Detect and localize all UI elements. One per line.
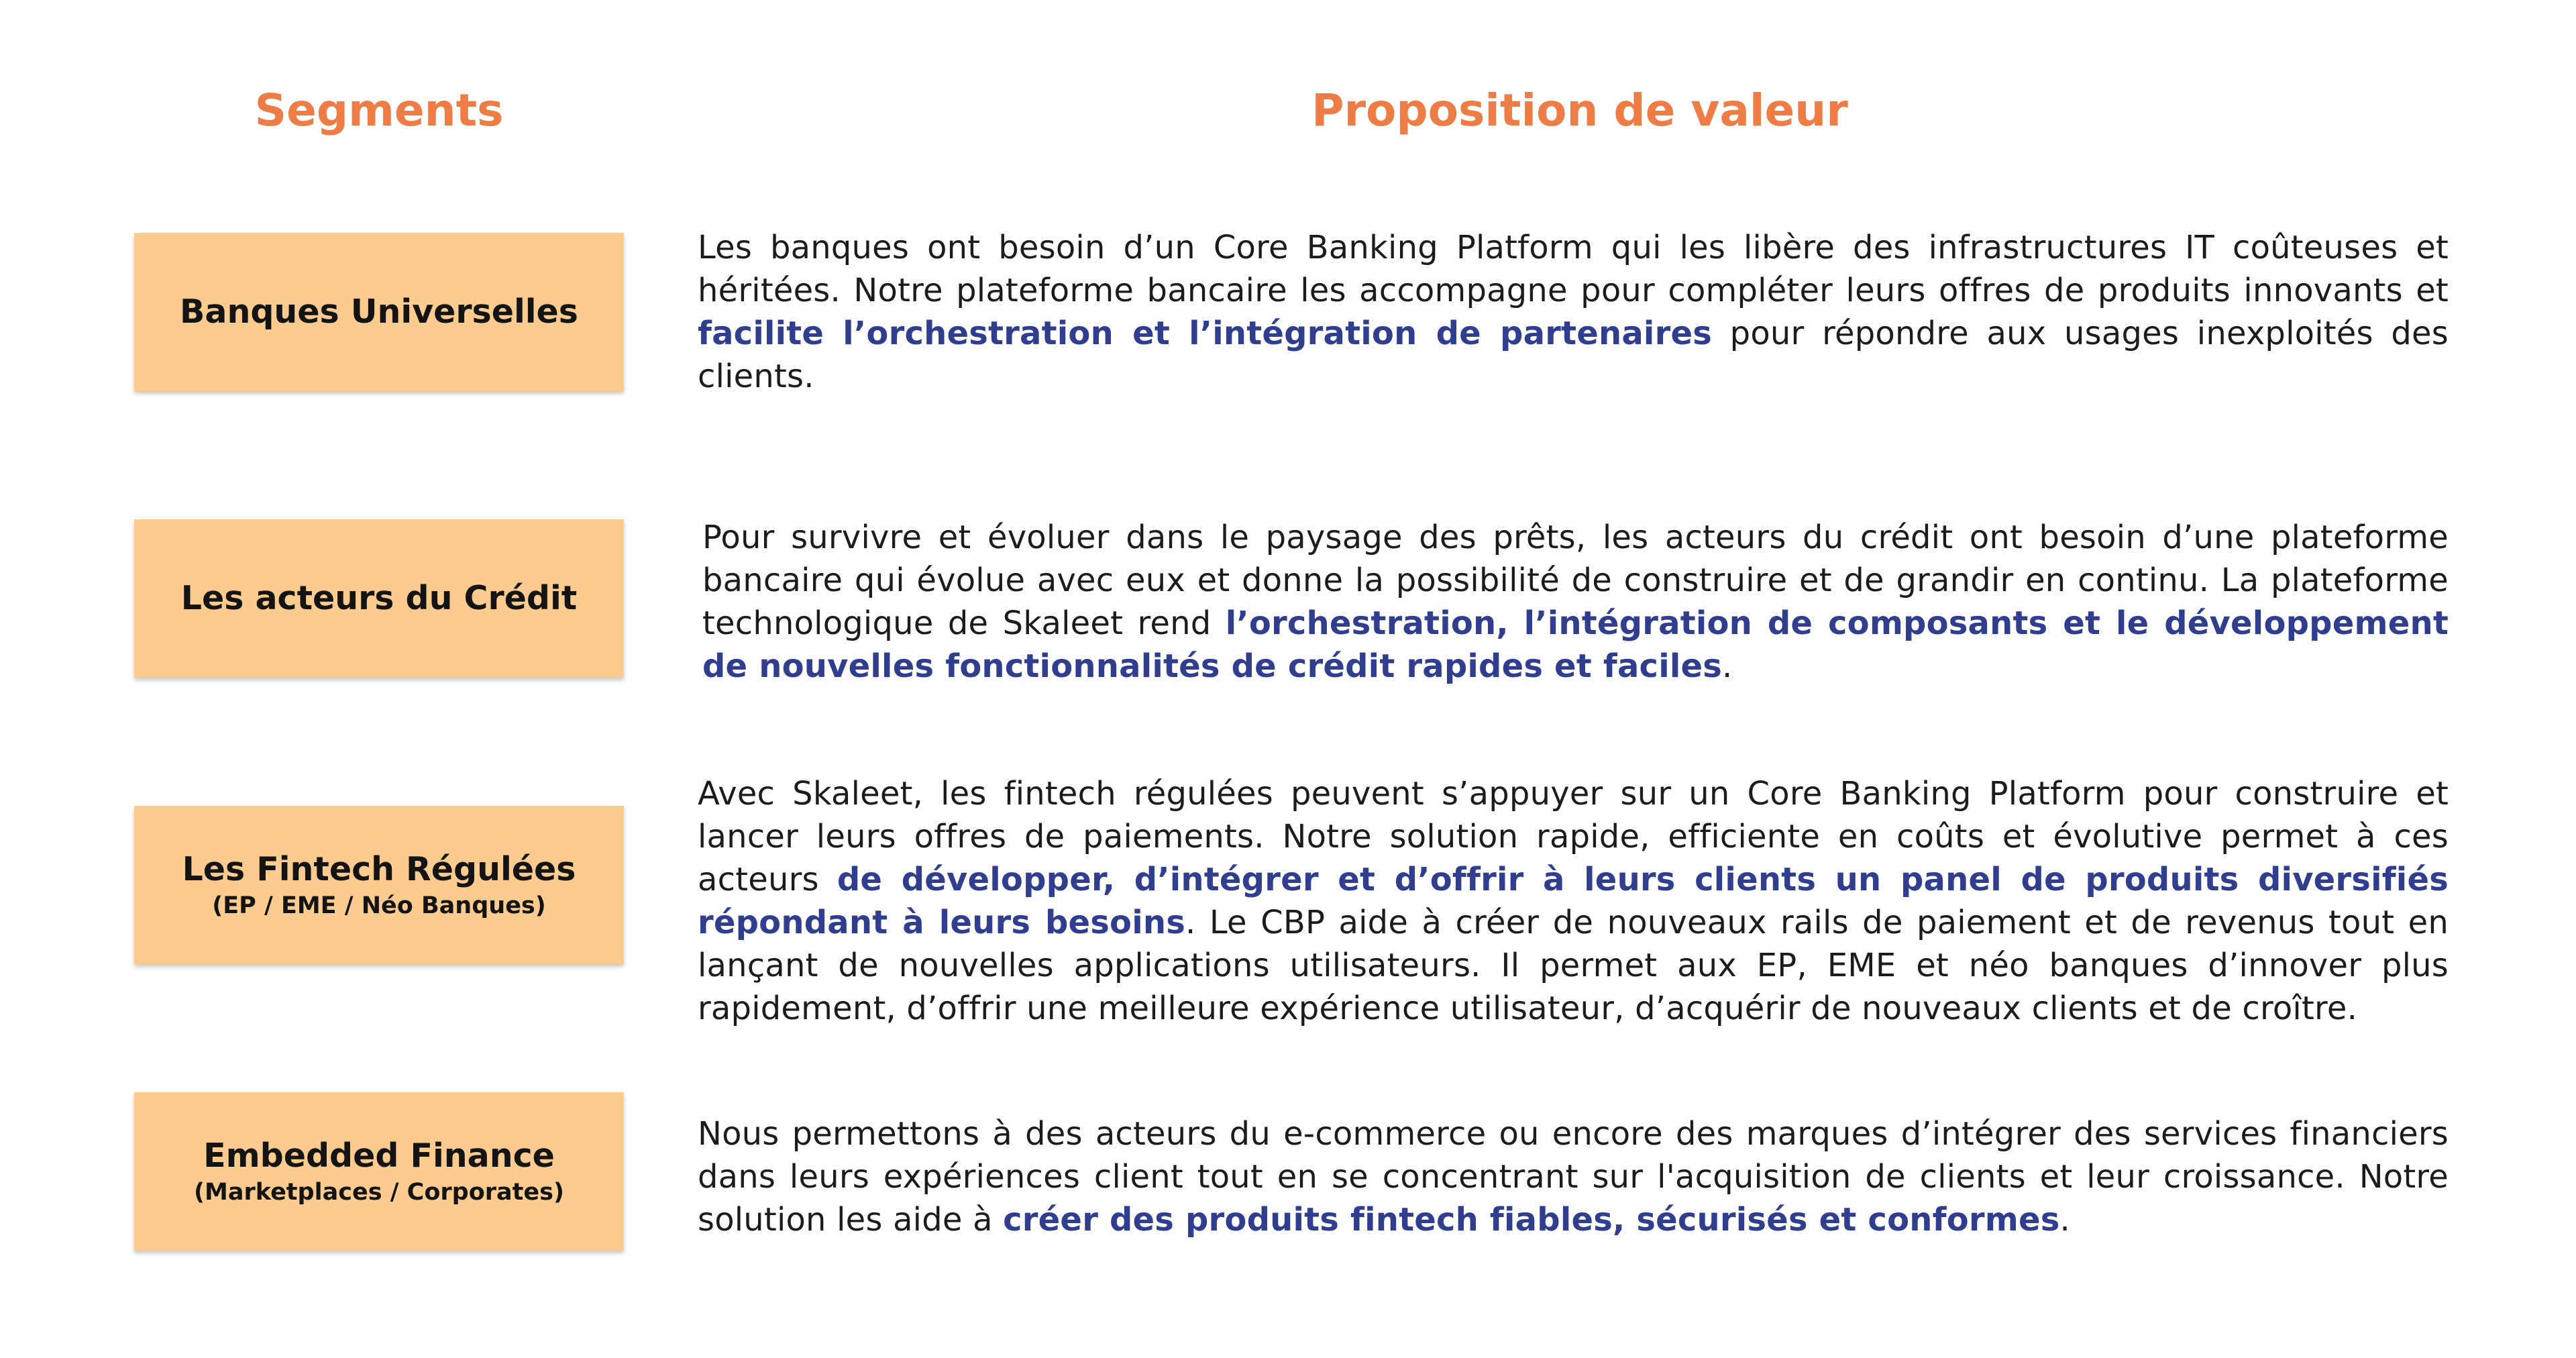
segment-box <box>134 233 624 391</box>
text-run: Avec Skaleet, les fintech régulées peuvent s’appuyer sur un Core Banking Platform pour construire et lancer leurs offres de paiements. Notre solution rapide, efficiente en coûts et évolutive permet à ces acteurs <box>698 775 2449 898</box>
segment-name: Les acteurs du Crédit <box>180 579 578 617</box>
text-run: . <box>1722 647 1733 685</box>
text-run: . Le CBP aide à créer de nouveaux rails de paiement et de revenus tout en lançant de nouvelles applications utilisateurs. Il permet aux EP, EME et néo banques d’innover plus rapidement, d’offrir une meilleure expérience utilisateur, d’acquérir de nouveaux clients et de croître. <box>698 904 2449 1027</box>
text-run: Pour survivre et évoluer dans le paysage des prêts, les acteurs du crédit ont besoin d’une plateforme bancaire qui évolue avec eux et donne la possibilité de construire et de grandir en continu. La plateforme technologique de Skaleet rend <box>702 519 2449 642</box>
highlight-text: de développer, d’intégrer et d’offrir à leurs clients un panel de produits diversifiés répondant à leurs besoins <box>698 861 2449 941</box>
segment-subtitle: (EP / EME / Néo Banques) <box>212 892 546 919</box>
text-run: Nous permettons à des acteurs du e-commerce ou encore des marques d’intégrer des services financiers dans leurs expériences client tout en se concentrant sur l'acquisition de clients et leur croissance. Notre solution les aide à <box>698 1115 2449 1239</box>
segment-box <box>134 806 624 964</box>
segment-name: Banques Universelles <box>180 293 578 331</box>
highlight-text: facilite l’orchestration et l’intégration de partenaires <box>698 315 1712 352</box>
value-proposition-column-header: Proposition de valeur <box>1311 85 1848 136</box>
segment-name: Embedded Finance <box>203 1137 555 1175</box>
segment-row <box>0 1092 2576 1253</box>
value-proposition-text <box>702 516 2449 688</box>
segment-subtitle: (Marketplaces / Corporates) <box>194 1179 564 1206</box>
highlight-text: créer des produits fintech fiables, sécurisés et conformes <box>1003 1201 2060 1239</box>
text-run: Les banques ont besoin d’un Core Banking Platform qui les libère des infrastructures IT coûteuses et héritées. Notre plateforme bancaire les accompagne pour compléter leurs offres de produits innovants et <box>698 229 2449 309</box>
text-run: . <box>2059 1201 2070 1239</box>
segment-row <box>0 519 2576 685</box>
segment-box <box>134 519 624 678</box>
value-proposition-text <box>698 772 2449 1030</box>
segment-row <box>0 229 2576 395</box>
highlight-text: l’orchestration, l’intégration de composants et le développement de nouvelles fonctionnalités de crédit rapides et faciles <box>702 605 2449 685</box>
segment-name: Les Fintech Régulées <box>182 850 576 888</box>
value-proposition-text <box>698 226 2449 398</box>
segment-box <box>134 1092 624 1251</box>
value-proposition-text <box>698 1112 2449 1241</box>
text-run: pour répondre aux usages inexploités des clients. <box>698 315 2449 395</box>
segment-row <box>0 775 2576 1027</box>
segments-column-header: Segments <box>254 85 504 136</box>
